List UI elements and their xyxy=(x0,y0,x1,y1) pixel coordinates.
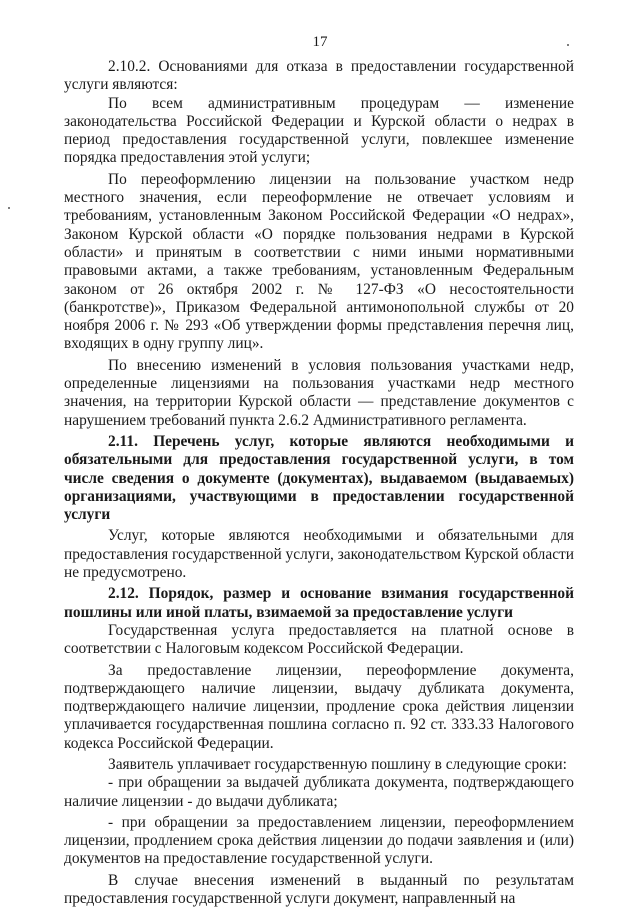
paragraph-document-changes: В случае внесения изменений в выданный по результатам предоставления государственной услуги документ, направленный на xyxy=(64,871,574,908)
document-body xyxy=(64,58,574,908)
list-item-duplicate: - при обращении за выдачей дубликата документа, подтверждающего наличие лицензии - до выдачи дубликата; xyxy=(64,774,574,810)
paragraph-no-services: Услуг, которые являются необходимыми и обязательными для предоставления государственной услуги, законодательством Курской области не предусмотрено. xyxy=(64,527,574,582)
scan-speck xyxy=(8,207,10,209)
paragraph-state-duty: За предоставление лицензии, переоформление документа, подтверждающего наличие лицензии, выдачу дубликата документа, подтверждающего наличие лицензии, продление срока действия лицензии уплачивается государственная пошлина согласно п. 92 ст. 333.33 Налогового кодекса Российской Федерации. xyxy=(64,661,574,752)
paragraph-paid-basis: Государственная услуга предоставляется на платной основе в соответствии с Налоговым кодексом Российской Федерации. xyxy=(64,621,574,658)
list-item-license-application: - при обращении за предоставлением лицензии, переоформлением лицензии, продлением срока действия лицензии до подачи заявления и (или) документов на предоставление государственной услуги. xyxy=(64,813,574,868)
paragraph-refusal-grounds: 2.10.2. Основаниями для отказа в предоставлении государственной услуги являются: xyxy=(64,58,574,94)
paragraph-terms-change: По внесению изменений в условия пользования участками недр, определенные лицензиями на пользования участками недр местного значения, на территории Курской области — представление документов с нарушением требований пункта 2.6.2 Административного регламента. xyxy=(64,356,574,429)
paragraph-all-procedures: По всем административным процедурам — изменение законодательства Российской Федерации и Курской области о недрах в период предоставления государственной услуги, повлекшее изменение порядка предоставления этой услуги; xyxy=(64,94,574,167)
paragraph-license-reissue: По переоформлению лицензии на пользование участком недр местного значения, если переоформление не отвечает условиям и требованиям, установленным Законом Российской Федерации «О недрах», Законом Курской области «О порядке пользования недрами в Курской области» и принятым в соответствии с ними иными нормативными правовыми актами, а также требованиям, установленным Федеральным законом от 26 октября 2002 г. № 127-ФЗ «О несостоятельности (банкротстве)», Приказом Федеральной антимонопольной службы от 20 ноября 2006 г. № 293 «Об утверждении формы представления перечня лиц, входящих в одну группу лиц». xyxy=(64,170,574,353)
section-heading-2-11: 2.11. Перечень услуг, которые являются необходимыми и обязательными для предоставления государственной услуги, в том числе сведения о документе (документах), выдаваемом (выдаваемых) организациями, участвующими в предоставлении государственной услуги xyxy=(64,432,574,524)
section-heading-2-12: 2.12. Порядок, размер и основание взимания государственной пошлины или иной платы, взимаемой за предоставление услуги xyxy=(64,585,574,621)
paragraph-payment-terms: Заявитель уплачивает государственную пошлину в следующие сроки: xyxy=(108,755,567,773)
page-number: 17 xyxy=(312,34,328,50)
scan-speck xyxy=(567,44,569,46)
